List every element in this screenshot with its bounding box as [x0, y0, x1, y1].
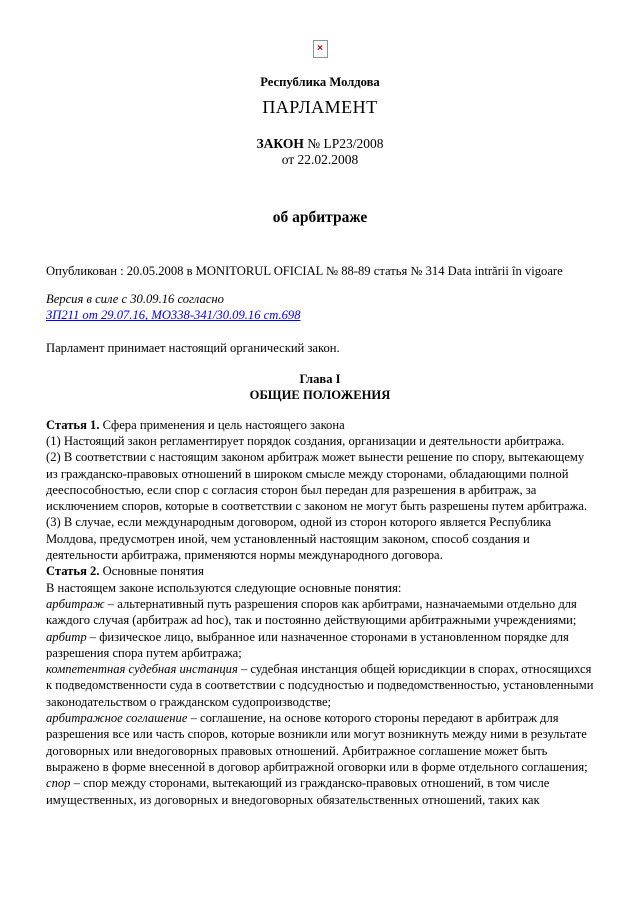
version-link-line: [46, 307, 594, 323]
term-definition-arbitrazh: [46, 596, 594, 629]
article2-intro: В настоящем законе используются следующие основные понятия:: [46, 580, 402, 595]
chapter-heading: [46, 371, 594, 404]
term-definition-text: – соглашение, на основе которого стороны передают в арбитраж для разрешения все или часть споров, которые возникли или могут возникнуть между ними в результате договорных или внедоговорных правовых отношений. Арбитражное соглашение может быть выражено в форме внесенной в договор арбитражной оговорки или в форме отдельного соглашения;: [46, 711, 588, 774]
version-note: Версия в силе с 30.09.16 согласно: [46, 292, 224, 307]
term-definition-text: – судебная инстанция общей юрисдикции в спорах, относящихся к подведомственности суда в соответствии с подсудностью и подведомственностью, установленными законодательством о гражданском судопроизводстве;: [46, 662, 594, 709]
published-line: Опубликован : 20.05.2008 в MONITORUL OFICIAL № 88-89 статья № 314 Data intrării în vigoare: [46, 263, 563, 278]
term-definition-agreement: [46, 710, 594, 775]
article2-heading: [46, 563, 594, 579]
term-label: компетентная судебная инстанция: [46, 662, 238, 677]
broken-image-x-glyph: ×: [317, 43, 323, 54]
article1-heading: [46, 417, 594, 433]
term-definition-text: – физическое лицо, выбранное или назначенное сторонами в установленном порядке для разрешения спора путем арбитража;: [46, 629, 569, 660]
preamble: Парламент принимает настоящий органический закон.: [46, 340, 340, 355]
law-number-line: [46, 136, 594, 152]
term-label: арбитраж: [46, 596, 105, 611]
term-label: спор: [46, 776, 71, 791]
document-title: об арбитраже: [272, 208, 368, 226]
country-name: Республика Молдова: [260, 75, 380, 89]
broken-image-icon: [313, 40, 328, 58]
term-label: арбитражное соглашение: [46, 711, 188, 726]
term-definition-spor: [46, 775, 594, 808]
article-body: [46, 417, 594, 808]
term-definition-court: [46, 661, 594, 710]
article1-clause-1: (1) Настоящий закон регламентирует порядок создания, организации и деятельности арбитража.: [46, 433, 565, 448]
article1-clause-2: (2) В соответствии с настоящим законом арбитраж может вынести решение по спору, вытекающему из гражданско-правовых отношений в широком смысле между сторонами, обладающими полной дееспособностью, если спор с согласия сторон был передан для разрешения в арбитраж, за исключением споров, которые в соответствии с законом не могут быть разрешены путем арбитража.: [46, 450, 588, 514]
law-number: № LP23/2008: [307, 135, 384, 151]
article2-label: Статья 2.: [46, 564, 100, 579]
law-label: ЗАКОН: [256, 135, 304, 151]
emblem-row: [46, 40, 594, 59]
term-definition-text: – спор между сторонами, вытекающий из гражданско-правовых отношений, в том числе имущественных, из договорных и внедоговорных обязательственных отношений, таких как: [46, 776, 550, 807]
term-definition-text: – альтернативный путь разрешения споров как арбитрами, назначаемыми отдельно для каждого случая (арбитраж ad hoc), так и постоянно действующими арбитражными учреждениями;: [46, 596, 577, 628]
institution-name: ПАРЛАМЕНТ: [262, 97, 378, 118]
term-definition-arbitr: [46, 629, 594, 662]
article1-title: Сфера применения и цель настоящего закона: [102, 417, 345, 432]
article1-clause-3: (3) В случае, если международным договором, одной из сторон которого является Республика Молдова, предусмотрен иной, чем установленный настоящим законом, способ создания и деятельности арбитража, применяются нормы международного договора.: [46, 515, 552, 563]
amendment-link[interactable]: ЗП211 от 29.07.16, МО338-341/30.09.16 ст.698: [46, 308, 301, 323]
article1-label: Статья 1.: [46, 417, 100, 432]
term-label: арбитр: [46, 629, 87, 644]
article2-title: Основные понятия: [102, 564, 204, 579]
chapter-title: ОБЩИЕ ПОЛОЖЕНИЯ: [249, 388, 391, 403]
law-date: от 22.02.2008: [281, 151, 359, 167]
chapter-number: Глава I: [299, 372, 341, 387]
